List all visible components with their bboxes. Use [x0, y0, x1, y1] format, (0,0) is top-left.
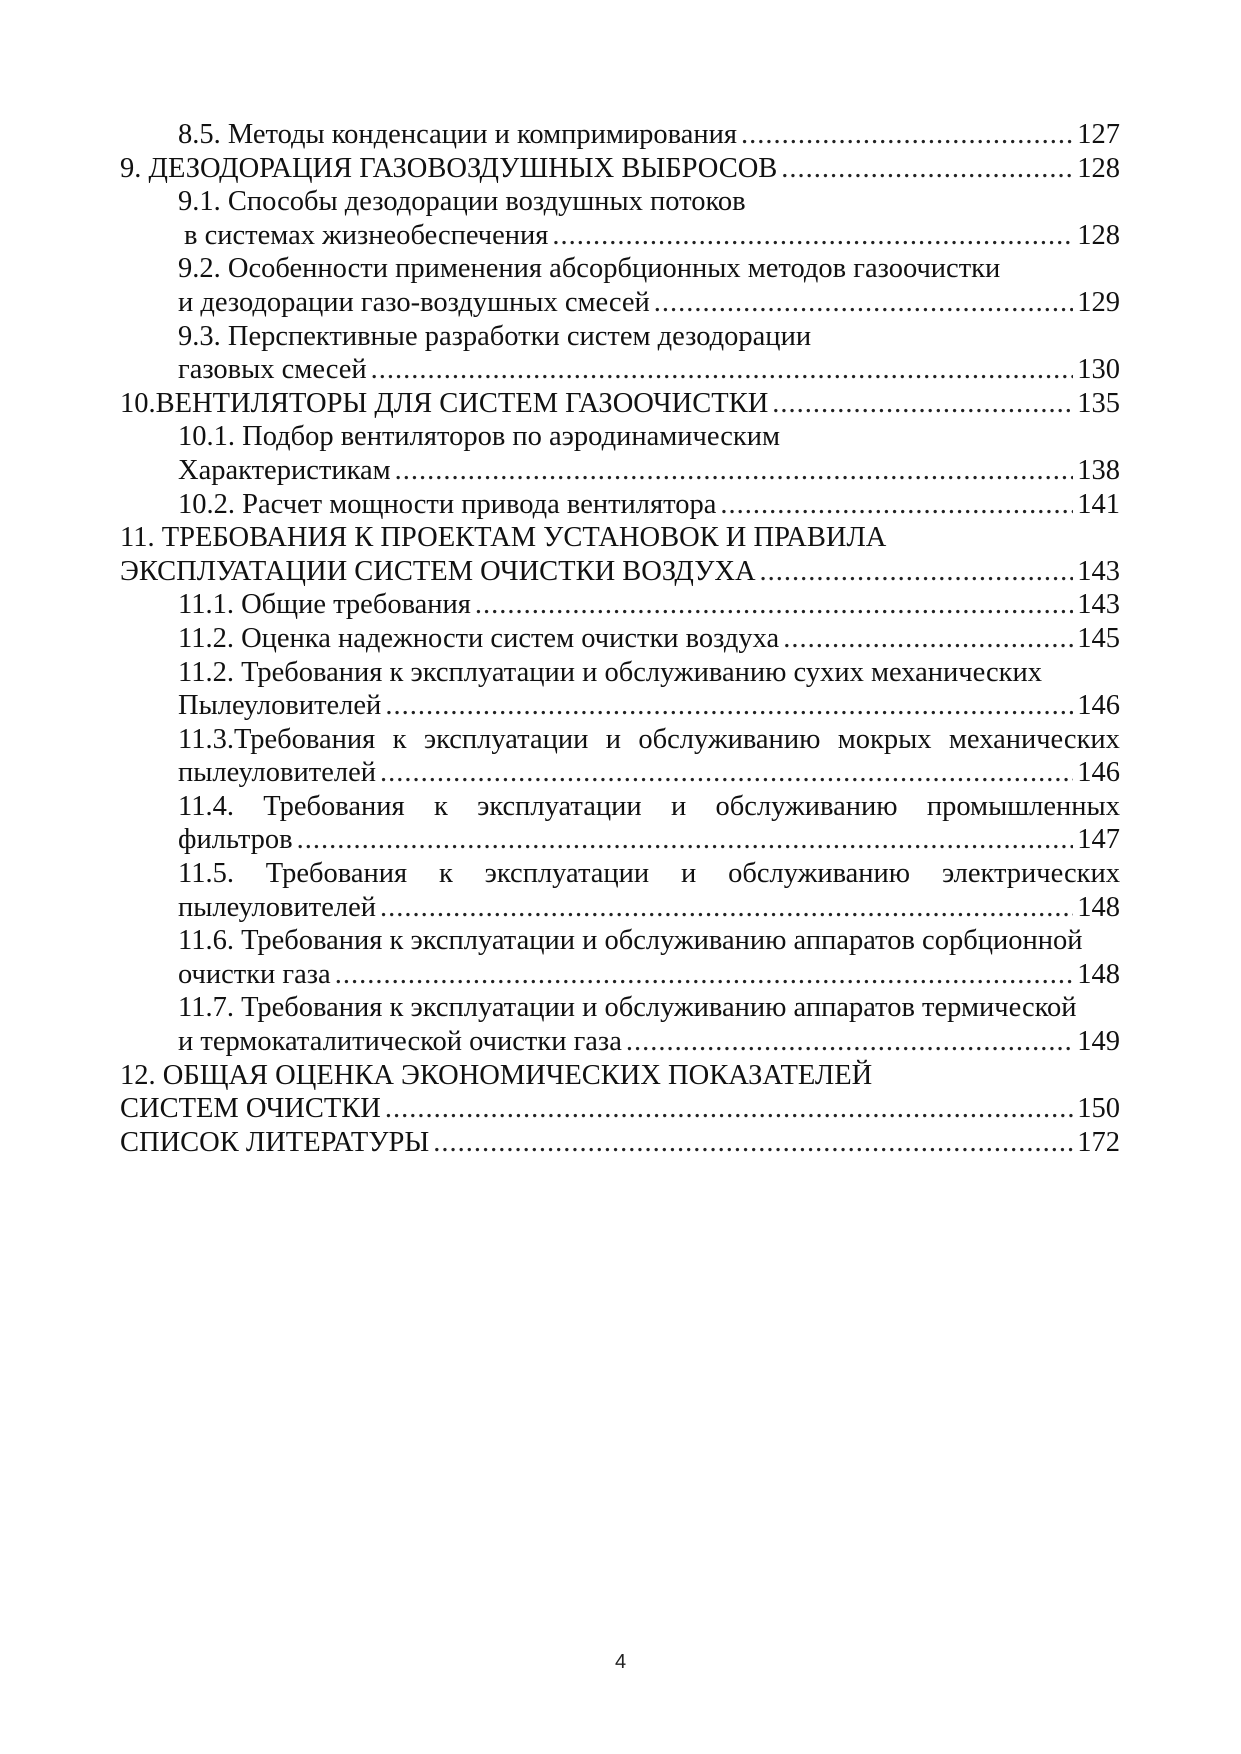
toc-entry-page: 149 — [1077, 1026, 1120, 1058]
toc-entry — [120, 1092, 1120, 1126]
dot-leader — [433, 1126, 1073, 1160]
dot-leader — [760, 555, 1074, 589]
toc-word: Требования — [263, 790, 405, 822]
toc-entry — [120, 387, 1120, 421]
toc-word: и — [605, 723, 622, 755]
dot-leader — [720, 488, 1073, 522]
toc-word: обслуживанию — [715, 790, 898, 822]
toc-word: 11.3.Требования — [178, 723, 376, 755]
toc-entry-page: 172 — [1077, 1126, 1120, 1158]
toc-entry-page: 135 — [1077, 387, 1120, 419]
toc-word: к — [392, 723, 407, 755]
toc-word: к — [433, 790, 448, 822]
dot-leader — [385, 689, 1073, 723]
toc-entry — [120, 488, 1120, 522]
dot-leader — [380, 756, 1073, 790]
toc-entry — [120, 991, 1120, 1025]
toc-entry-title: 8.5. Методы конденсации и компримирования — [178, 119, 738, 150]
toc-entry-page: 128 — [1077, 219, 1120, 251]
toc-entry-page: 145 — [1077, 622, 1120, 654]
toc-entry-title: 9.1. Способы дезодорации воздушных потоков — [178, 186, 746, 218]
dot-leader — [626, 1025, 1073, 1059]
toc-word: эксплуатации — [484, 858, 650, 890]
toc-word: эксплуатации — [423, 723, 589, 755]
toc-entry-title: 11.7. Требования к эксплуатации и обслуживанию аппаратов термической — [178, 992, 1077, 1024]
dot-leader — [395, 454, 1074, 488]
toc-entry — [120, 521, 1120, 555]
dot-leader — [385, 1092, 1073, 1126]
toc-entry-title: фильтров — [178, 824, 293, 856]
toc-entry-title: 10.2. Расчет мощности привода вентилятора — [178, 488, 717, 520]
toc-entry-title: газовых смесей — [178, 354, 367, 386]
toc-entry-title: 9. ДЕЗОДОРАЦИЯ ГАЗОВОЗДУШНЫХ ВЫБРОСОВ — [120, 152, 778, 184]
toc-entry-page: 127 — [1077, 119, 1120, 150]
toc-entry — [120, 723, 1120, 757]
toc-entry — [120, 286, 1120, 320]
toc-entry-page: 141 — [1077, 488, 1120, 520]
toc-entry — [120, 622, 1120, 656]
toc-word: к — [438, 858, 453, 890]
toc-entry — [120, 219, 1120, 253]
toc-entry-title: 12. ОБЩАЯ ОЦЕНКА ЭКОНОМИЧЕСКИХ ПОКАЗАТЕЛЕЙ — [120, 1059, 873, 1091]
toc-entry-page: 130 — [1077, 354, 1120, 386]
toc-entry-page: 128 — [1077, 152, 1120, 184]
toc-entry — [120, 320, 1120, 354]
toc-entry — [120, 857, 1120, 891]
toc-entry-title: пылеуловителей — [178, 891, 376, 923]
toc-entry-title: СПИСОК ЛИТЕРАТУРЫ — [120, 1126, 430, 1158]
dot-leader — [781, 152, 1073, 186]
toc-word: и — [681, 858, 697, 890]
toc-entry — [120, 1025, 1120, 1059]
dot-leader — [741, 118, 1073, 152]
toc-word: и — [670, 790, 687, 822]
toc-word: механических — [948, 723, 1120, 755]
dot-leader — [654, 286, 1073, 320]
toc-entry — [120, 185, 1120, 219]
dot-leader — [783, 622, 1073, 656]
toc-entry-title: ЭКСПЛУАТАЦИИ СИСТЕМ ОЧИСТКИ ВОЗДУХА — [120, 555, 756, 587]
toc-entry — [120, 353, 1120, 387]
toc-entry-page: 146 — [1077, 690, 1120, 722]
toc-entry — [120, 689, 1120, 723]
table-of-contents — [120, 118, 1120, 1159]
toc-entry-title: СИСТЕМ ОЧИСТКИ — [120, 1093, 381, 1125]
toc-entry — [120, 756, 1120, 790]
toc-word: промышленных — [926, 790, 1120, 822]
toc-entry — [120, 656, 1120, 690]
toc-entry-title: пылеуловителей — [178, 757, 376, 789]
toc-entry — [120, 1126, 1120, 1160]
dot-leader — [475, 588, 1073, 622]
dot-leader — [772, 387, 1073, 421]
toc-entry-title: 11.1. Общие требования — [178, 589, 471, 621]
toc-entry — [120, 924, 1120, 958]
toc-entry — [120, 958, 1120, 992]
toc-word: обслуживанию — [728, 858, 911, 890]
toc-entry-title: 11.2. Требования к эксплуатации и обслуживанию сухих механических — [178, 656, 1042, 688]
toc-entry-title: очистки газа — [178, 958, 331, 990]
dot-leader — [335, 958, 1074, 992]
toc-entry-page: 146 — [1077, 757, 1120, 789]
toc-entry — [120, 118, 1120, 152]
dot-leader — [552, 219, 1073, 253]
toc-entry-page: 143 — [1077, 555, 1120, 587]
toc-word: эксплуатации — [477, 790, 642, 822]
toc-entry — [120, 1059, 1120, 1093]
toc-entry — [120, 891, 1120, 925]
toc-entry-title: и термокаталитической очистки газа — [178, 1026, 622, 1058]
toc-entry — [120, 152, 1120, 186]
toc-entry — [120, 555, 1120, 589]
dot-leader — [380, 891, 1073, 925]
toc-entry-page: 150 — [1077, 1093, 1120, 1125]
page-number: 4 — [614, 1651, 627, 1673]
toc-entry-title: и дезодорации газо-воздушных смесей — [178, 286, 650, 318]
toc-entry-title: Характеристикам — [178, 454, 391, 486]
toc-entry-page: 147 — [1077, 824, 1120, 856]
toc-entry-title: 11.6. Требования к эксплуатации и обслуживанию аппаратов сорбционной — [178, 925, 1083, 957]
toc-entry-title: 10.1. Подбор вентиляторов по аэродинамическим — [178, 421, 781, 453]
toc-word: Требования — [265, 858, 408, 890]
toc-entry — [120, 252, 1120, 286]
toc-entry-title: 10.ВЕНТИЛЯТОРЫ ДЛЯ СИСТЕМ ГАЗООЧИСТКИ — [120, 387, 769, 419]
toc-entry-title: 11.2. Оценка надежности систем очистки воздуха — [178, 622, 780, 654]
toc-entry — [120, 420, 1120, 454]
toc-word: обслуживанию — [638, 723, 821, 755]
toc-entry-title: 9.3. Перспективные разработки систем дезодорации — [178, 320, 812, 352]
toc-entry — [120, 790, 1120, 824]
toc-entry-page: 148 — [1077, 891, 1120, 923]
toc-entry-page: 148 — [1077, 958, 1120, 990]
dot-leader — [371, 353, 1074, 387]
toc-word: 11.4. — [178, 790, 234, 822]
toc-word: мокрых — [837, 723, 932, 755]
toc-entry-page: 143 — [1077, 589, 1120, 621]
toc-entry — [120, 588, 1120, 622]
dot-leader — [297, 823, 1074, 857]
toc-word: 11.5. — [178, 858, 234, 890]
toc-word: электрических — [941, 858, 1120, 890]
toc-entry — [120, 823, 1120, 857]
toc-entry-page: 138 — [1077, 454, 1120, 486]
toc-entry-page: 129 — [1077, 286, 1120, 318]
toc-entry-title: в системах жизнеобеспечения — [184, 219, 549, 251]
toc-entry-title: 9.2. Особенности применения абсорбционных методов газоочистки — [178, 253, 1001, 285]
toc-entry-title: Пылеуловителей — [178, 690, 382, 722]
toc-entry — [120, 454, 1120, 488]
toc-entry-title: 11. ТРЕБОВАНИЯ К ПРОЕКТАМ УСТАНОВОК И ПРАВИЛА — [120, 522, 887, 554]
